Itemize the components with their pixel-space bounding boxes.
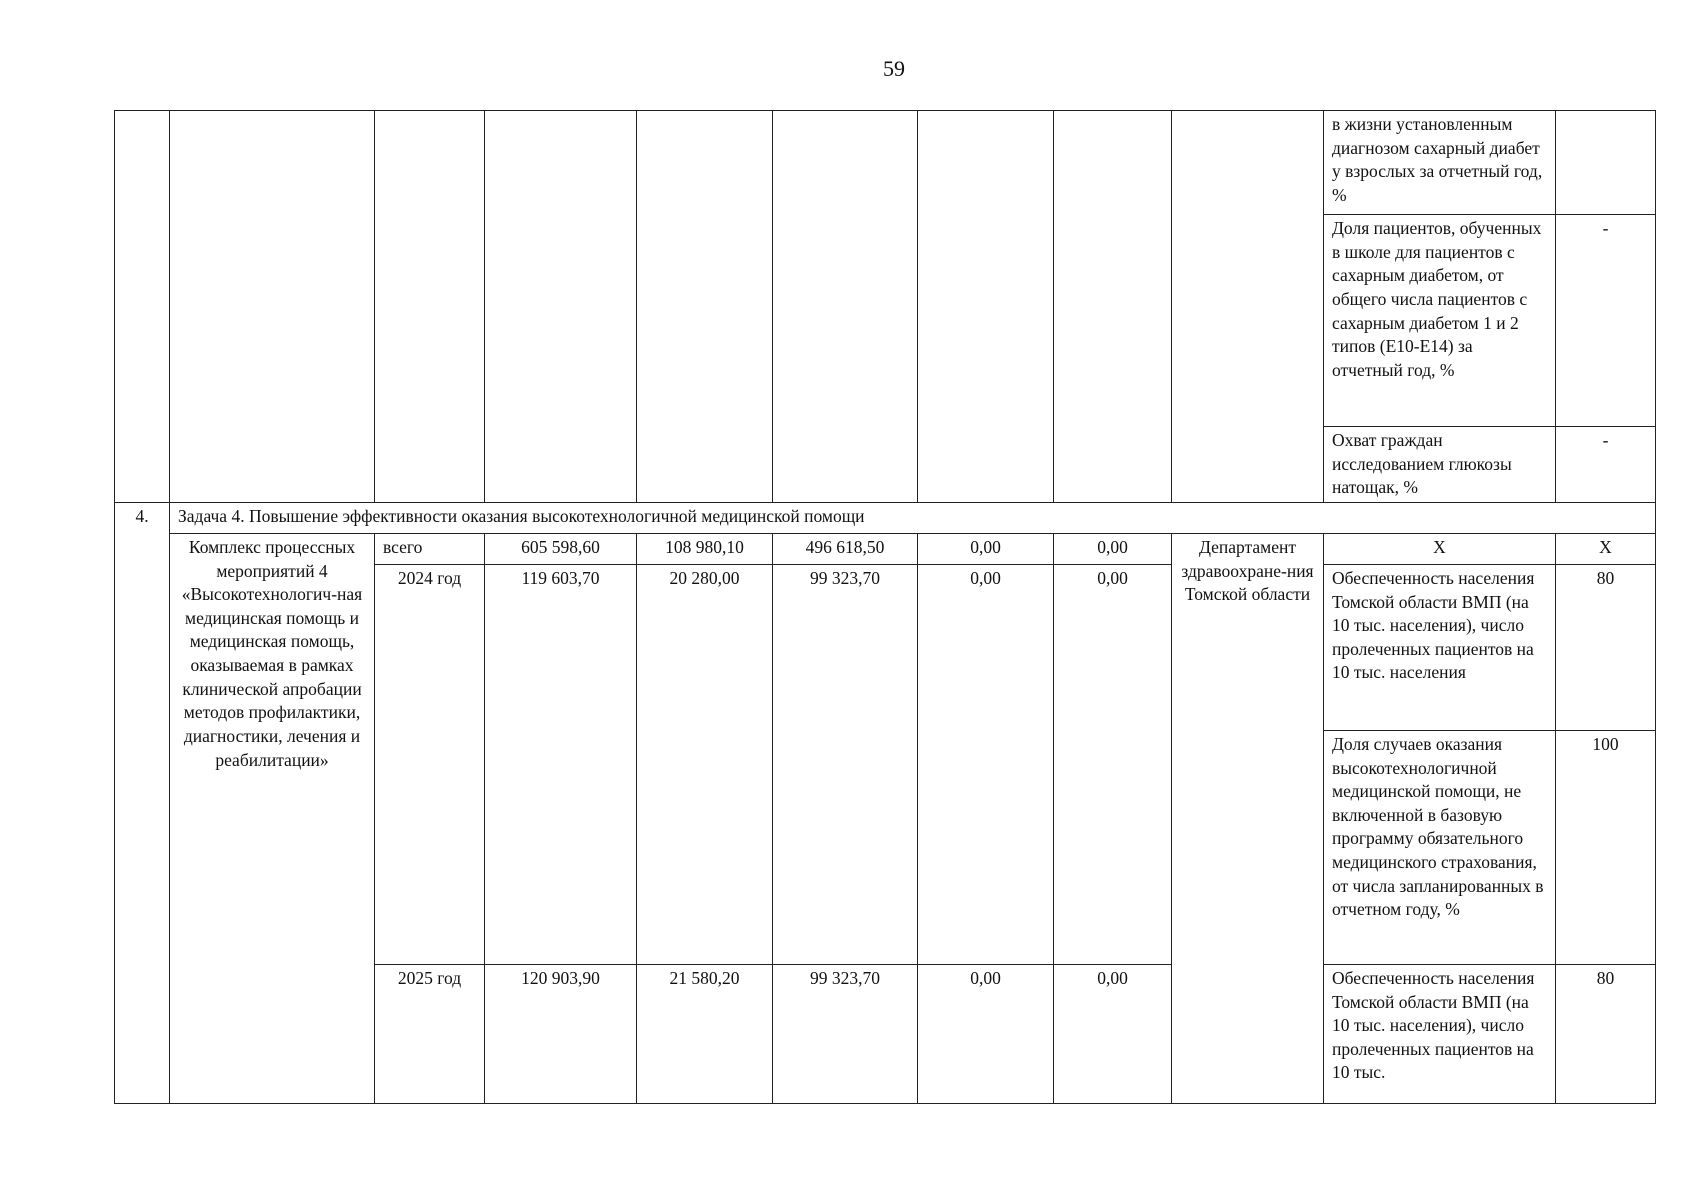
page-number: 59 <box>883 56 905 81</box>
indicator-name: Охват граждан исследованием глюкозы натощак, % <box>1324 427 1556 503</box>
amount-total: 120 903,90 <box>485 964 637 1103</box>
amount-other: 0,00 <box>1054 533 1172 564</box>
cell-empty <box>485 111 637 503</box>
amount-municipal: 0,00 <box>918 564 1054 964</box>
indicator-value: 80 <box>1556 564 1656 730</box>
cell-empty <box>1054 111 1172 503</box>
indicator-value: Х <box>1556 533 1656 564</box>
task-title: Задача 4. Повышение эффективности оказания высокотехнологичной медицинской помощи <box>170 502 1656 533</box>
amount-federal: 21 580,20 <box>637 964 773 1103</box>
table-row <box>115 533 1656 564</box>
amount-regional: 496 618,50 <box>773 533 918 564</box>
indicator-name: Обеспеченность населения Томской области ВМП (на 10 тыс. населения), число пролеченных пациентов на 10 тыс. <box>1324 964 1556 1103</box>
amount-federal: 20 280,00 <box>637 564 773 964</box>
amount-federal: 108 980,10 <box>637 533 773 564</box>
indicator-value: - <box>1556 427 1656 503</box>
indicator-value: 80 <box>1556 964 1656 1103</box>
cell-empty <box>115 111 170 503</box>
executor: Департамент здравоохране-ния Томской области <box>1172 533 1324 1103</box>
period-label: всего <box>375 533 485 564</box>
indicator-name: Доля случаев оказания высокотехнологичной медицинской помощи, не включенной в базовую программу обязательного медицинского страхования, от числа запланированных в отчетном году, % <box>1324 730 1556 964</box>
indicator-name: Доля пациентов, обученных в школе для пациентов с сахарным диабетом, от общего числа пациентов с сахарным диабетом 1 и 2 типов (Е10-Е14) за отчетный год, % <box>1324 215 1556 427</box>
amount-municipal: 0,00 <box>918 964 1054 1103</box>
amount-regional: 99 323,70 <box>773 964 918 1103</box>
indicator-value: 100 <box>1556 730 1656 964</box>
program-table <box>114 110 1656 1104</box>
indicator-name: Обеспеченность населения Томской области ВМП (на 10 тыс. населения), число пролеченных пациентов на 10 тыс. населения <box>1324 564 1556 730</box>
table-row <box>115 111 1656 215</box>
task-row <box>115 502 1656 533</box>
indicator-name: Х <box>1324 533 1556 564</box>
amount-regional: 99 323,70 <box>773 564 918 964</box>
cell-empty <box>637 111 773 503</box>
period-label: 2024 год <box>375 564 485 964</box>
cell-empty <box>170 111 375 503</box>
amount-total: 605 598,60 <box>485 533 637 564</box>
amount-other: 0,00 <box>1054 964 1172 1103</box>
period-label: 2025 год <box>375 964 485 1103</box>
amount-municipal: 0,00 <box>918 533 1054 564</box>
indicator-value: - <box>1556 215 1656 427</box>
cell-empty <box>1172 111 1324 503</box>
cell-empty <box>918 111 1054 503</box>
indicator-value <box>1556 111 1656 215</box>
cell-empty <box>375 111 485 503</box>
measure-name: Комплекс процессных мероприятий 4 «Высокотехнологич-ная медицинская помощь и медицинская помощь, оказываемая в рамках клинической апробации методов профилактики, диагностики, лечения и реабилитации» <box>170 533 375 1103</box>
indicator-name: в жизни установленным диагнозом сахарный диабет у взрослых за отчетный год, % <box>1324 111 1556 215</box>
cell-empty <box>773 111 918 503</box>
amount-other: 0,00 <box>1054 564 1172 964</box>
task-number: 4. <box>115 502 170 1103</box>
amount-total: 119 603,70 <box>485 564 637 964</box>
